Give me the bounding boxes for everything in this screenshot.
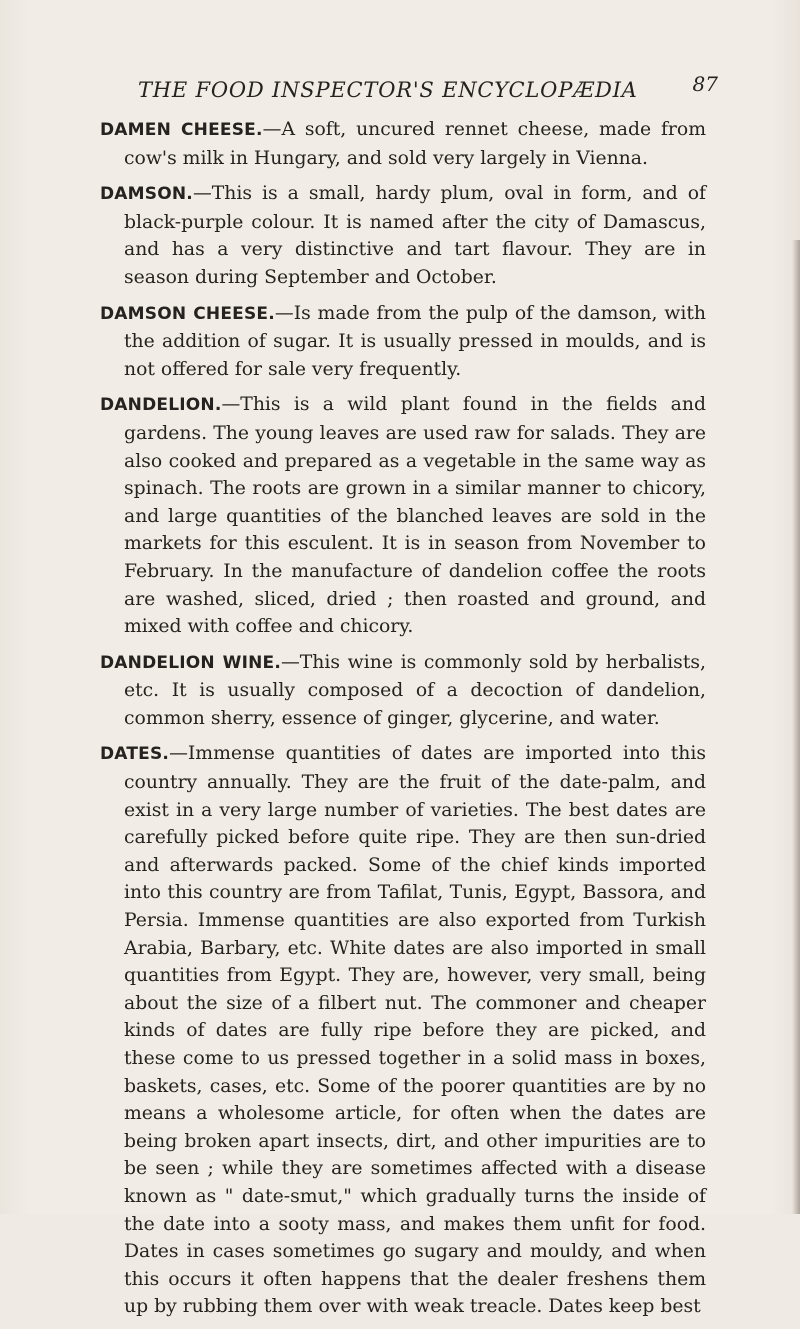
page-number: 87 — [692, 72, 718, 96]
entry-damson — [100, 180, 706, 291]
headword: DATES. — [100, 744, 170, 765]
entry-text: —This wine is commonly sold by herbalists, etc. It is usually composed of a decoction of dandelion, common sherry, essence of ginger, glycerine, and water. — [124, 651, 706, 729]
headword: DANDELION. — [100, 395, 222, 416]
entry-text: —This is a wild plant found in the fields and gardens. The young leaves are used raw for salads. They are also cooked and prepared as a vegetable in the same way as spinach. The roots are grown in a similar manner to chicory, and large quantities of the blanched leaves are sold in the markets for this esculent. It is in season from November to February. In the manufacture of dandelion coffee the roots are washed, sliced, dried ; then roasted and ground, and mixed with coffee and chicory. — [124, 394, 706, 638]
running-head: THE FOOD INSPECTOR'S ENCYCLOPÆDIA — [138, 78, 638, 102]
entry-text: —This is a small, hardy plum, oval in form, and of black-purple colour. It is named after the city of Damascus, and has a very distinctive and tart flavour. They are in season during September and October. — [124, 183, 706, 288]
entry-dandelion — [100, 391, 706, 640]
entry-dates — [100, 740, 706, 1320]
entry-text: —Is made from the pulp of the damson, with the addition of sugar. It is usually pressed in moulds, and is not offered for sale very frequently. — [124, 302, 706, 380]
page-edge-shadow — [792, 240, 800, 1214]
entry-damson-cheese — [100, 300, 706, 384]
entry-dandelion-wine — [100, 649, 706, 733]
entry-damen-cheese — [100, 116, 706, 172]
entry-text: —A soft, uncured rennet cheese, made from cow's milk in Hungary, and sold very largely in Vienna. — [124, 119, 707, 169]
page-header — [138, 72, 718, 108]
entry-text: —Immense quantities of dates are imported into this country annually. They are the fruit of the date-palm, and exist in a very large number of varieties. The best dates are carefully picked before quite ripe. They are then sun-dried and afterwards packed. Some of the chief kinds imported into this country are from Tafilat, Tunis, Egypt, Bassora, and Persia. Immense quantities are also exported from Turkish Arabia, Barbary, etc. White dates are also imported in small quantities from Egypt. They are, however, very small, being about the size of a filbert nut. The commoner and cheaper kinds of dates are fully ripe before they are picked, and these come to us pressed together in a solid mass in boxes, baskets, cases, etc. Some of the poorer quantities are by no means a wholesome article, for often when the dates are being broken apart insects, dirt, and other impurities are to be seen ; while they are sometimes affected with a disease known as " date-smut," which gradually turns the inside of the date into a sooty mass, and makes them unfit for food. Dates in cases sometimes go sugary and mouldy, and when this occurs it often happens that the dealer freshens them up by rubbing them over with weak treacle. Dates keep best — [124, 743, 706, 1318]
headword: DANDELION WINE. — [100, 652, 281, 673]
headword: DAMSON CHEESE. — [100, 303, 275, 324]
entry-list — [100, 116, 706, 1329]
headword: DAMSON. — [100, 184, 193, 205]
headword: DAMEN CHEESE. — [100, 120, 263, 140]
